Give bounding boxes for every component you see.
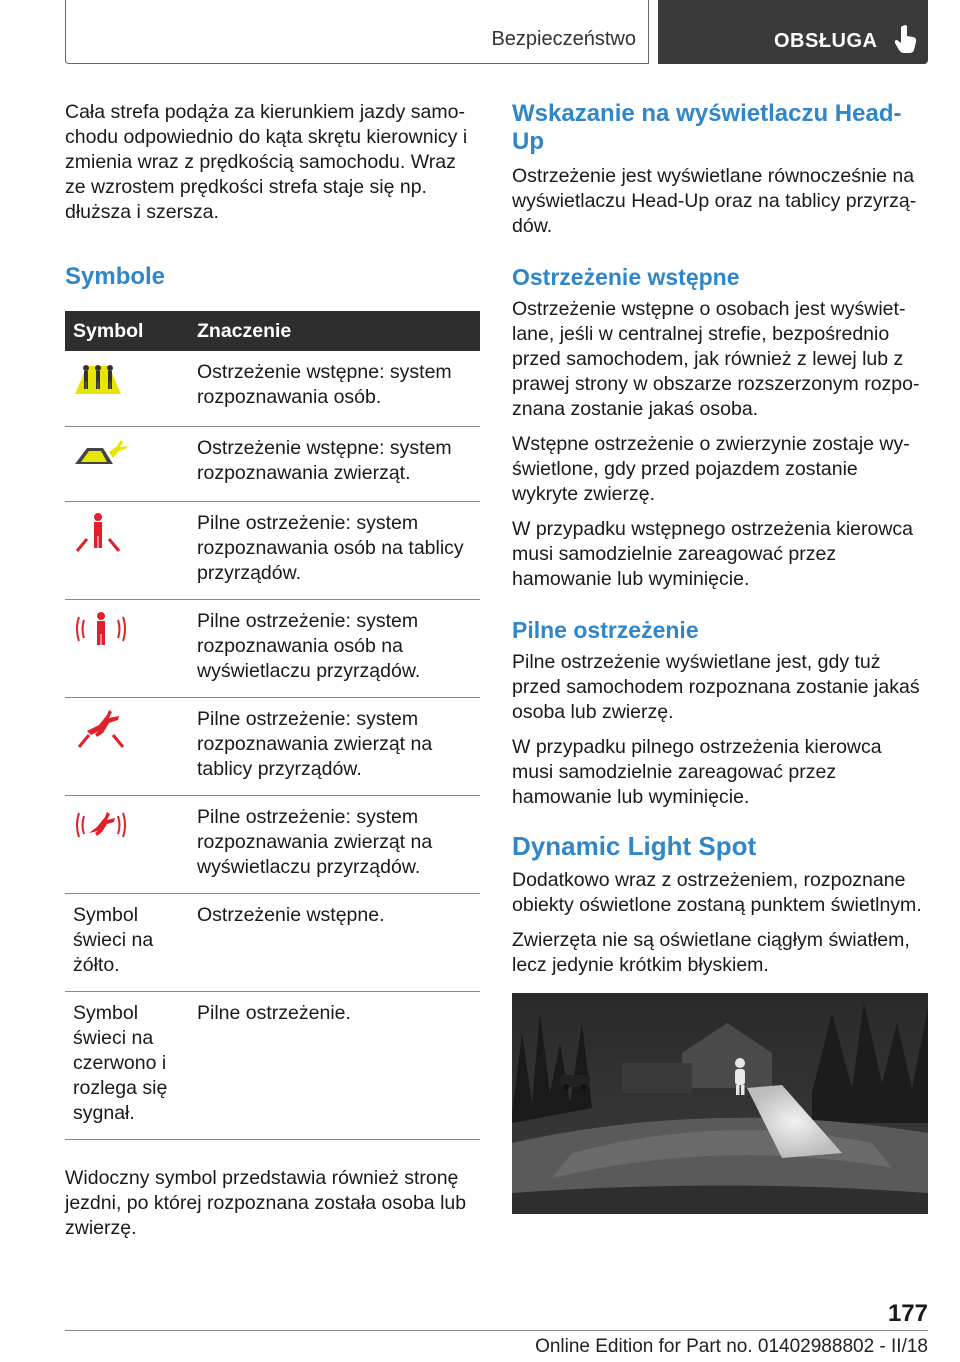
- page-number: 177: [887, 1300, 928, 1327]
- animal-prewarning-icon: [73, 449, 129, 471]
- meaning-cell: Pilne ostrzeżenie: system rozpoznawania zwierząt na tablicy przyrządów.: [189, 697, 480, 795]
- meaning-cell: Pilne ostrzeżenie: system rozpoznawania osób na wyświetlaczu przyrządów.: [189, 599, 480, 697]
- prewarning-paragraph: Wstępne ostrzeżenie o zwierzynie zostaje wyświetlone, gdy przed pojazdem zostanie wykryte zwierzę.: [512, 433, 910, 505]
- edition-footer: Online Edition for Part no. 01402988802 - II/18: [535, 1336, 928, 1357]
- urgent-warning-heading: Pilne ostrzeżenie: [512, 617, 699, 643]
- dynamic-light-spot-paragraph: Zwierzęta nie są oświetlane ciągłym światłem, lecz jedynie krótkim błyskiem.: [512, 929, 910, 976]
- meaning-cell: Ostrzeżenie wstępne.: [189, 893, 480, 991]
- pedestrian-prewarning-icon: [73, 379, 123, 401]
- symbol-cell: [65, 697, 189, 795]
- meaning-cell: Pilne ostrzeżenie: system rozpoznawania zwierząt na wyświetlaczu przyrządów.: [189, 795, 480, 893]
- hud-paragraph: Ostrzeżenie jest wyświetlane równocześnie na wyświetlaczu Head-Up oraz na tablicy przyrządów.: [512, 165, 917, 237]
- symbol-cell: [65, 351, 189, 426]
- table-row: [65, 426, 480, 501]
- meaning-cell: Ostrzeżenie wstępne: system rozpoznawania zwierząt.: [189, 426, 480, 501]
- table-row: [65, 697, 480, 795]
- symbol-cell: [65, 426, 189, 501]
- prewarning-paragraph: Ostrzeżenie wstępne o osobach jest wyświetlane, jeśli w centralnej strefie, bezpośrednio przed samochodem, jak również z lewej lub z prawej strony w obszarze rozszerzonym rozpoznana zostanie jakaś osoba.: [512, 298, 920, 420]
- table-row: [65, 501, 480, 599]
- column-header-symbol: Symbol: [65, 311, 189, 351]
- dynamic-light-spot-heading: Dynamic Light Spot: [512, 831, 757, 861]
- right-column: [512, 100, 928, 988]
- table-row: [65, 991, 480, 1139]
- symbol-cell: Symbol świeci na żółto.: [65, 893, 189, 991]
- footer-divider: [65, 1330, 928, 1331]
- table-row: [65, 351, 480, 426]
- prewarning-heading: Ostrzeżenie wstępne: [512, 264, 740, 290]
- column-header-meaning: Znaczenie: [189, 311, 480, 351]
- urgent-warning-paragraph: Pilne ostrzeżenie wyświetlane jest, gdy tuż przed samochodem rozpoznana zostanie jakaś osoba lub zwierzę.: [512, 651, 920, 723]
- symbols-table: [65, 311, 480, 1140]
- pedestrian-urgent-display-icon: [73, 632, 129, 654]
- symbols-heading: Symbole: [65, 263, 166, 290]
- pedestrian-urgent-warning-icon: [73, 538, 123, 560]
- header-chapter-tab: [658, 0, 928, 64]
- intro-paragraph: Cała strefa podąża za kierunkiem jazdy samochodu odpowiednio do kąta skrętu kierownicy i zmienia wraz z prędkością samochodu. Wraz ze wzrostem prędkości strefa staje się np. dłuższa i szersza.: [65, 101, 468, 223]
- meaning-cell: Pilne ostrzeżenie.: [189, 991, 480, 1139]
- left-column: [65, 100, 480, 1251]
- symbol-cell: [65, 599, 189, 697]
- dynamic-light-spot-paragraph: Dodatkowo wraz z ostrzeżeniem, rozpoznane obiekty oświetlone zostaną punktem świetlnym.: [512, 869, 922, 916]
- table-row: [65, 599, 480, 697]
- table-row: [65, 795, 480, 893]
- urgent-warning-paragraph: W przypadku pilnego ostrzeżenia kierowca musi samodzielnie zareagować przez hamowanie lub wyminięcie.: [512, 736, 882, 808]
- symbol-cell: [65, 501, 189, 599]
- table-row: [65, 893, 480, 991]
- header-chapter-title: OBSŁUGA: [774, 30, 878, 52]
- meaning-cell: Pilne ostrzeżenie: system rozpoznawania osób na tablicy przyrządów.: [189, 501, 480, 599]
- prewarning-paragraph: W przypadku wstępnego ostrzeżenia kierowca musi samodzielnie zareagować przez hamowanie lub wyminięcie.: [512, 518, 914, 590]
- animal-urgent-warning-icon: [73, 734, 129, 756]
- meaning-cell: Ostrzeżenie wstępne: system rozpoznawania osób.: [189, 351, 480, 426]
- symbol-cell: Symbol świeci na czerwono i rozlega się sygnał.: [65, 991, 189, 1139]
- hud-heading: Wskazanie na wyświetlaczu Head-Up: [512, 100, 902, 155]
- symbol-cell: [65, 795, 189, 893]
- animal-urgent-display-icon: [73, 828, 129, 850]
- hand-pointer-icon: [894, 24, 920, 59]
- header-section-title: Bezpieczeństwo: [491, 28, 636, 50]
- night-road-illustration: [512, 993, 928, 1214]
- outro-paragraph: Widoczny symbol przedstawia również stronę jezdni, po której rozpoznana została osoba lub zwierzę.: [65, 1166, 467, 1239]
